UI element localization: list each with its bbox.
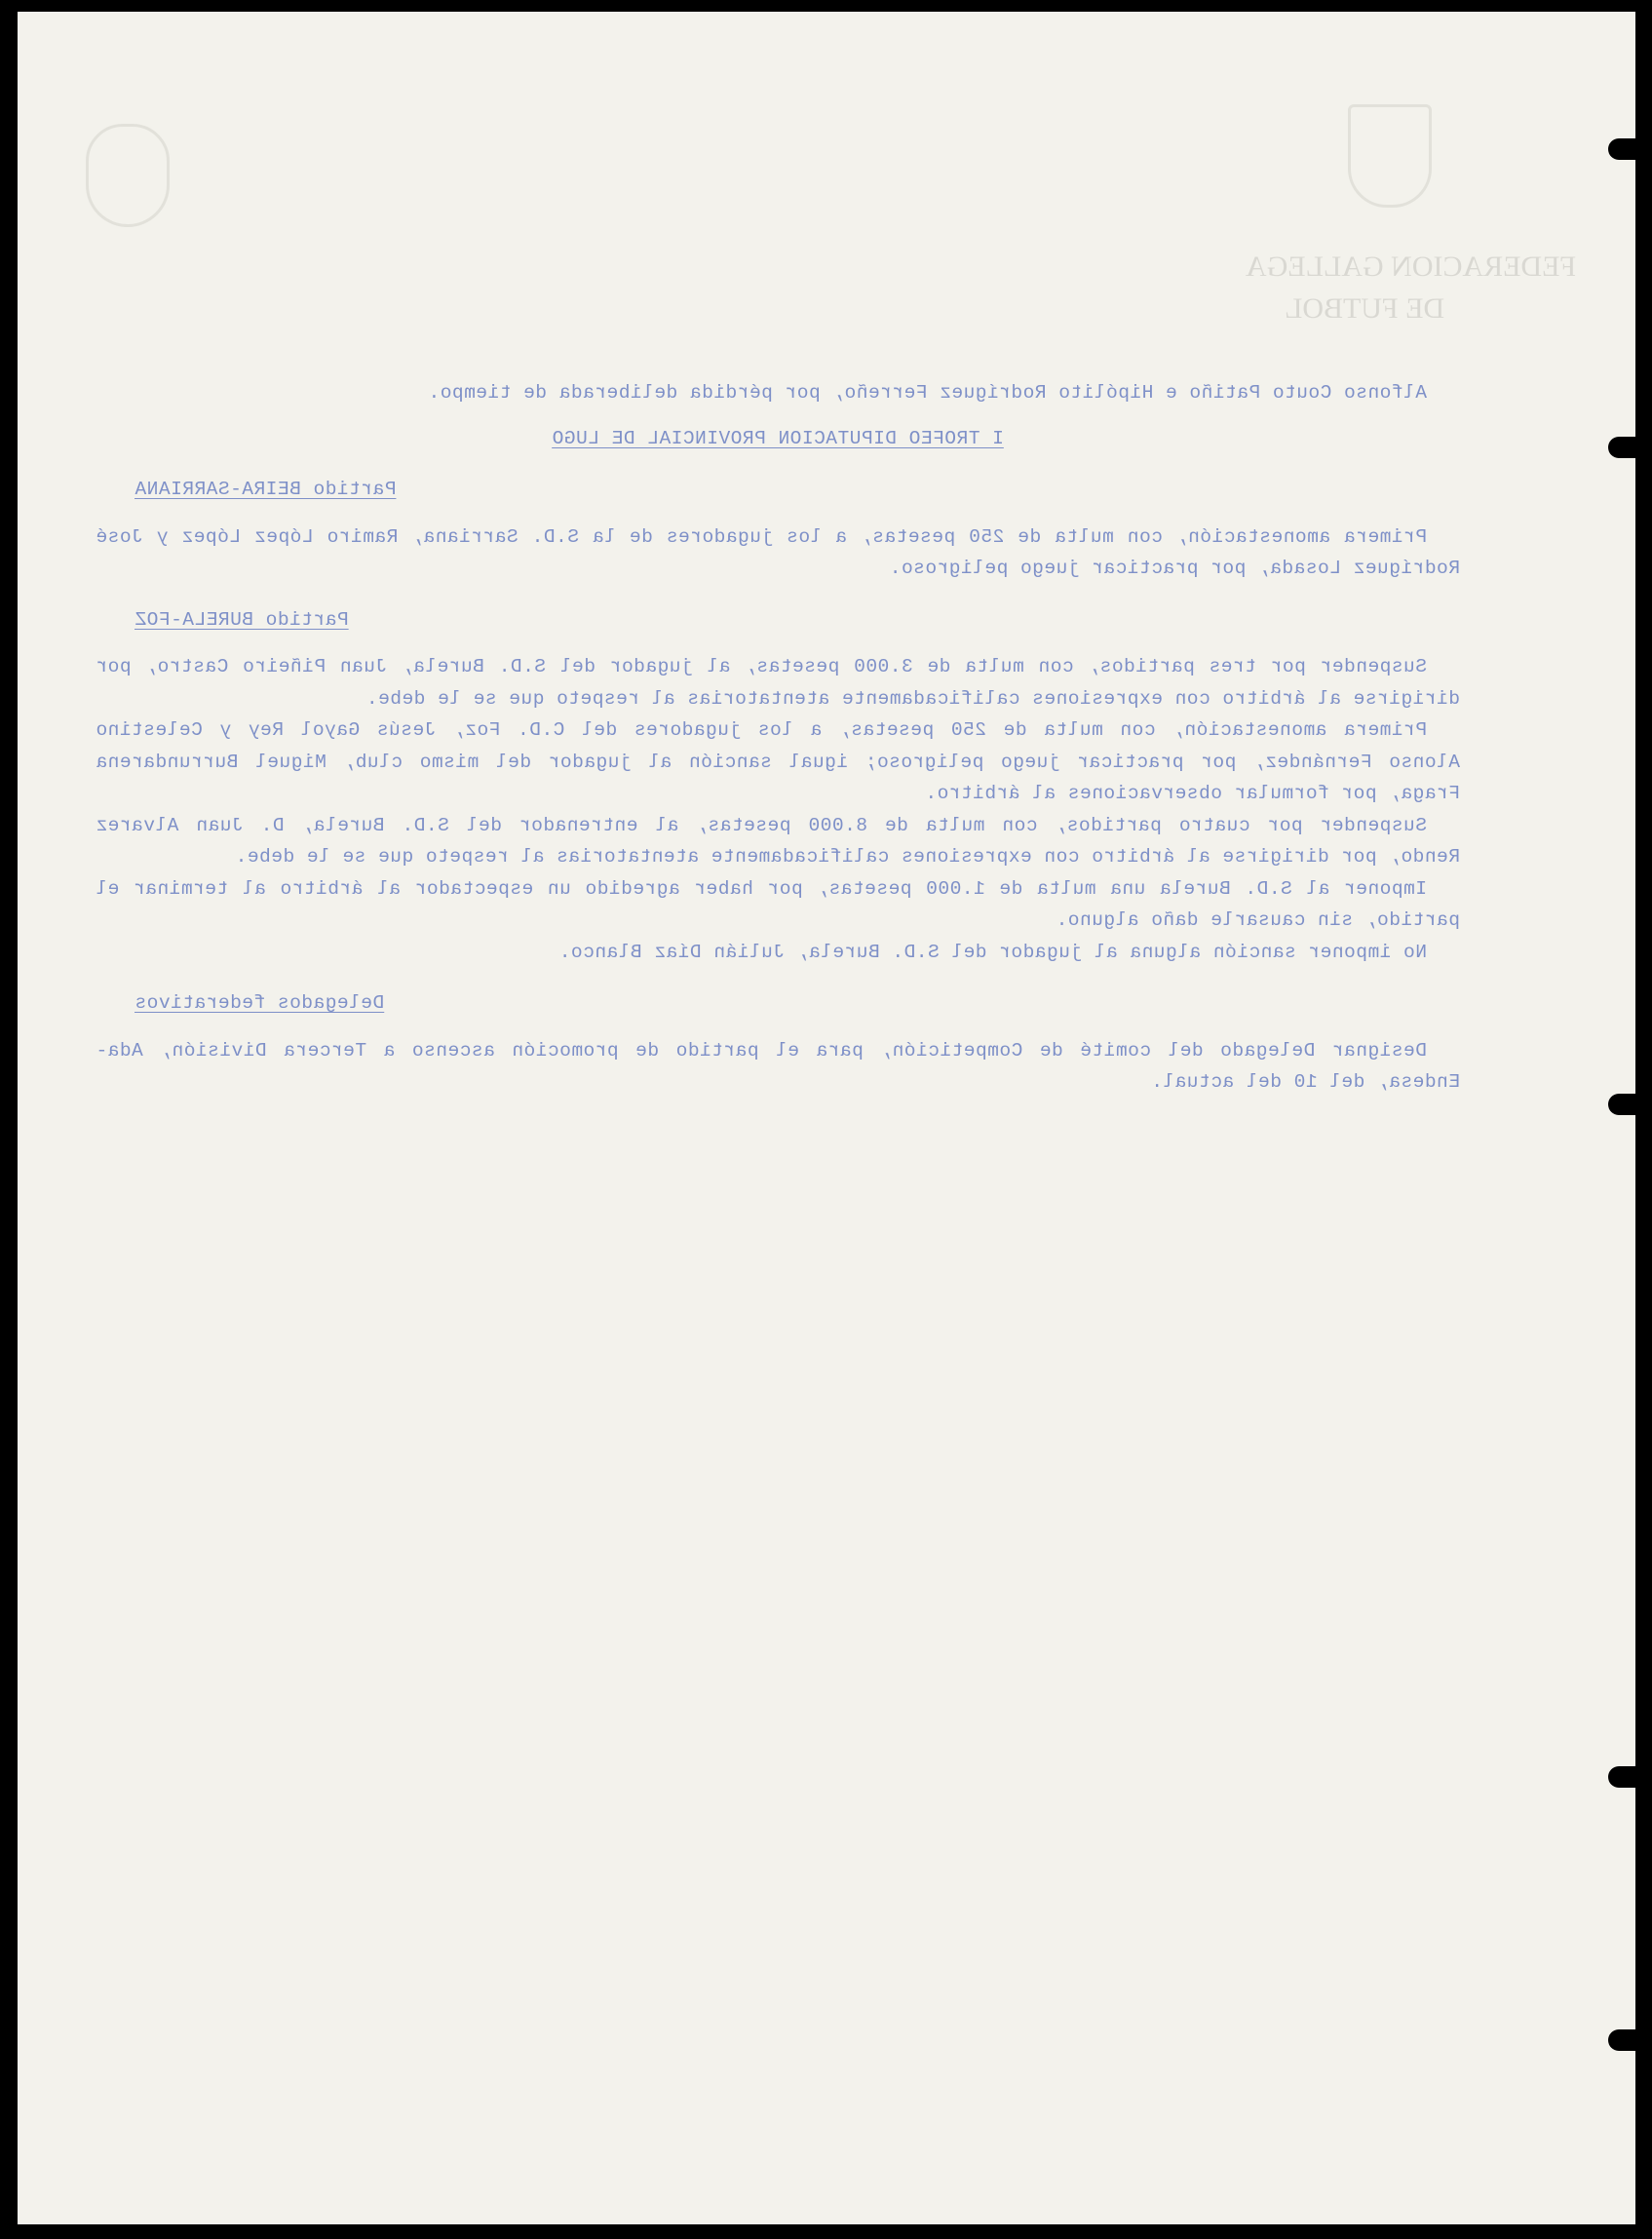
paragraph-4: Suspender por cuatro partidos, con multa de 8.000 pesetas, al entrenador del S.D. Burela, D. Juan Alvarez Rendo, por dirigirse al árbitro con expresiones calificadamente atentatorias al respeto que se le debe. — [96, 814, 1460, 868]
paragraph-1: Primera amonestación, con multa de 250 pesetas, a los jugadores de la S.D. Sarriana, Ramiro López López y José Rodríguez Losada, por practicar juego peligroso. — [96, 525, 1460, 579]
punch-hole — [1608, 138, 1635, 160]
punch-hole — [1608, 1766, 1635, 1788]
typewritten-text-mirrored — [96, 377, 1460, 1099]
letterhead-bleed-line1: FEDERACION GALLEGA — [1246, 251, 1577, 283]
paragraph-7: Designar Delegado del comité de Competición, para el partido de promoción ascenso a Tercera División, Ada-Endesa, del 10 del actual. — [96, 1039, 1460, 1093]
punch-hole — [1608, 437, 1635, 458]
emblem-bleed-left — [86, 124, 170, 227]
paragraph-2: Suspender por tres partidos, con multa de 3.000 pesetas, al jugador del S.D. Burela, Juan Piñeiro Castro, por dirigirse al árbitro con expresiones calificadamente atentatorias al respeto que se le debe. — [96, 656, 1460, 710]
punch-hole — [1608, 1094, 1635, 1115]
emblem-bleed-right — [1348, 104, 1432, 208]
heading-delegados — [96, 987, 1460, 1020]
heading-burela-foz — [96, 604, 1460, 637]
letterhead-bleed-line2: DE FUTBOL — [1285, 292, 1445, 325]
paragraph-3: Primera amonestación, con multa de 250 pesetas, a los jugadores del C.D. Foz, Jesús Gayol Rey y Celestino Alonso Fernández, por practicar juego peligroso; igual sanción al jugador del mismo club, Miguel Burrundarena Fraga, por formular observaciones al árbitro. — [96, 719, 1460, 804]
paragraph-6: No imponer sanción alguna al jugador del S.D. Burela, Julián Díaz Blanco. — [558, 941, 1427, 963]
section-title — [96, 423, 1460, 455]
heading-text: Delegados federativos — [134, 992, 385, 1014]
punch-hole — [1608, 2029, 1635, 2051]
heading-beira-sarriana — [96, 474, 1460, 506]
section-title-text: I TROFEO DIPUTACION PROVINCIAL DE LUGO — [552, 427, 1004, 449]
paragraph-5: Imponer al S.D. Burela una multa de 1.000 pesetas, por haber agredido un espectador al árbitro al terminar el partido, sin causarle daño alguno. — [96, 877, 1460, 931]
document-page — [18, 12, 1635, 2224]
heading-text: Partido BEIRA-SARRIANA — [134, 479, 397, 500]
paragraph-intro: Alfonso Couto Patiño e Hipólito Rodríguez Ferreño, por pérdida deliberada de tiempo. — [428, 382, 1427, 404]
heading-text: Partido BURELA-FOZ — [134, 608, 349, 631]
